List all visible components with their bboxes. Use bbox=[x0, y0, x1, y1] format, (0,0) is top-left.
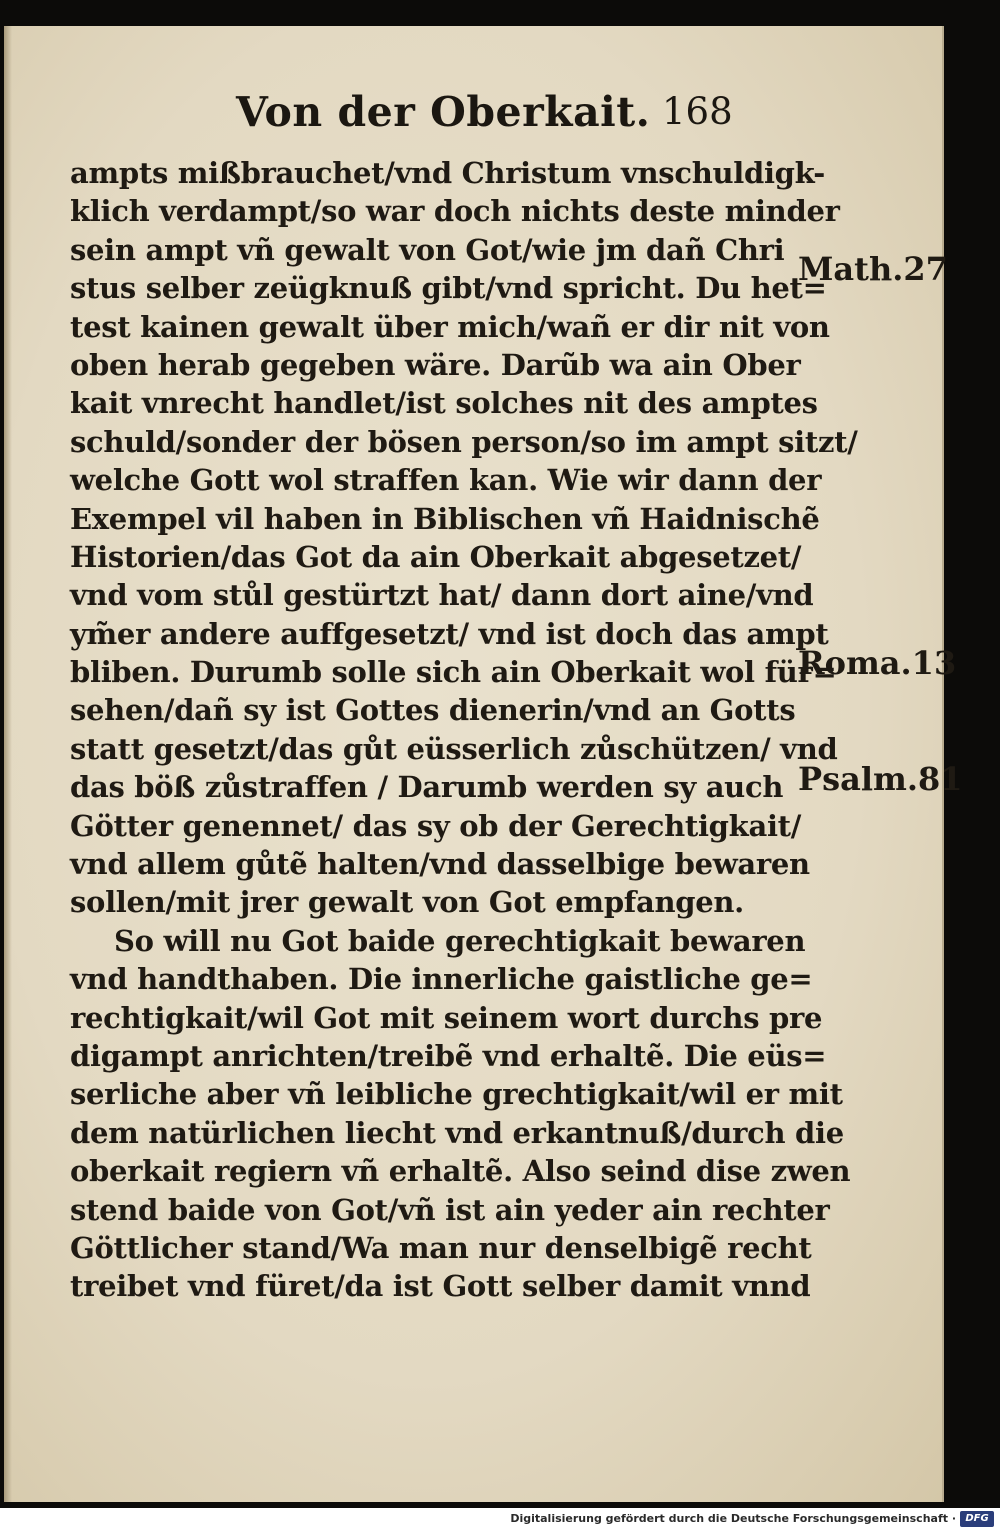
text-line: dem natürlichen liecht vnd erkantnuß/durch die bbox=[70, 1115, 844, 1150]
text-line: vnd handthaben. Die innerliche gaistliche ge= bbox=[70, 962, 813, 997]
text-line: stend baide von Got/vñ ist ain yeder ain rechter bbox=[70, 1192, 830, 1227]
page-header bbox=[4, 88, 942, 144]
text-line: sollen/mit jrer gewalt von Got empfangen. bbox=[70, 885, 744, 920]
marginal-note-math: Math.27 bbox=[798, 250, 948, 288]
text-line: oberkait regiern vñ erhaltẽ. Also seind dise zwen bbox=[70, 1154, 851, 1189]
text-line: rechtigkait/wil Got mit seinem wort durchs pre bbox=[70, 1000, 823, 1035]
dfg-logo-icon: DFG bbox=[960, 1511, 994, 1527]
text-line: sehen/dañ sy ist Gottes dienerin/vnd an Gotts bbox=[70, 693, 796, 728]
text-line: stus selber zeügknuß gibt/vnd spricht. Du het= bbox=[70, 271, 827, 306]
page-number: 168 bbox=[662, 90, 733, 133]
page-edge-shadow bbox=[4, 26, 12, 1502]
text-line: welche Gott wol straffen kan. Wie wir dann der bbox=[70, 463, 822, 498]
text-line: vnd allem gůtẽ halten/vnd dasselbige bewaren bbox=[70, 847, 810, 882]
text-line: serliche aber vñ leibliche grechtigkait/wil er mit bbox=[70, 1077, 843, 1112]
funding-credit-text: Digitalisierung gefördert durch die Deutsche Forschungsgemeinschaft · bbox=[510, 1512, 956, 1525]
text-line: statt gesetzt/das gůt eüsserlich zůschützen/ vnd bbox=[70, 731, 838, 766]
funding-footer bbox=[0, 1508, 1000, 1531]
text-line: oben herab gegeben wäre. Darũb wa ain Ober bbox=[70, 347, 801, 382]
text-line: ym̃er andere auffgesetzt/ vnd ist doch das ampt bbox=[70, 616, 829, 651]
text-line: Götter genennet/ das sy ob der Gerechtigkait/ bbox=[70, 808, 802, 843]
marginal-note-psalm: Psalm.81 bbox=[798, 760, 963, 798]
text-line: schuld/sonder der bösen person/so im ampt sitzt/ bbox=[70, 424, 858, 459]
text-line: Historien/das Got da ain Oberkait abgesetzet/ bbox=[70, 539, 802, 574]
book-page bbox=[4, 26, 963, 1502]
paragraph-start-line: So will nu Got baide gerechtigkait bewaren bbox=[114, 923, 806, 958]
text-line: klich verdampt/so war doch nichts deste minder bbox=[70, 194, 840, 229]
text-line: treibet vnd füret/da ist Gott selber damit vnnd bbox=[70, 1269, 811, 1304]
text-line: vnd vom stůl gestürtzt hat/ dann dort aine/vnd bbox=[70, 578, 814, 613]
text-line: kait vnrecht handlet/ist solches nit des amptes bbox=[70, 386, 818, 421]
text-line: das böß zůstraffen / Darumb werden sy auch bbox=[70, 770, 784, 805]
text-line: digampt anrichten/treibẽ vnd erhaltẽ. Die eüs= bbox=[70, 1038, 827, 1073]
text-line: Exempel vil haben in Biblischen vñ Haidnischẽ bbox=[70, 501, 820, 536]
main-text-block bbox=[70, 154, 858, 1306]
text-line: ampts mißbrauchet/vnd Christum vnschuldigk- bbox=[70, 156, 826, 190]
text-line: Göttlicher stand/Wa man nur denselbigẽ recht bbox=[70, 1230, 812, 1265]
running-title: Von der Oberkait. bbox=[236, 88, 651, 136]
text-line: sein ampt vñ gewalt von Got/wie jm dañ Chri bbox=[70, 232, 785, 267]
text-line: bliben. Durumb solle sich ain Oberkait wol für= bbox=[70, 655, 837, 690]
marginal-note-roma: Roma.13 bbox=[798, 644, 957, 682]
text-line: test kainen gewalt über mich/wañ er dir nit von bbox=[70, 309, 830, 344]
